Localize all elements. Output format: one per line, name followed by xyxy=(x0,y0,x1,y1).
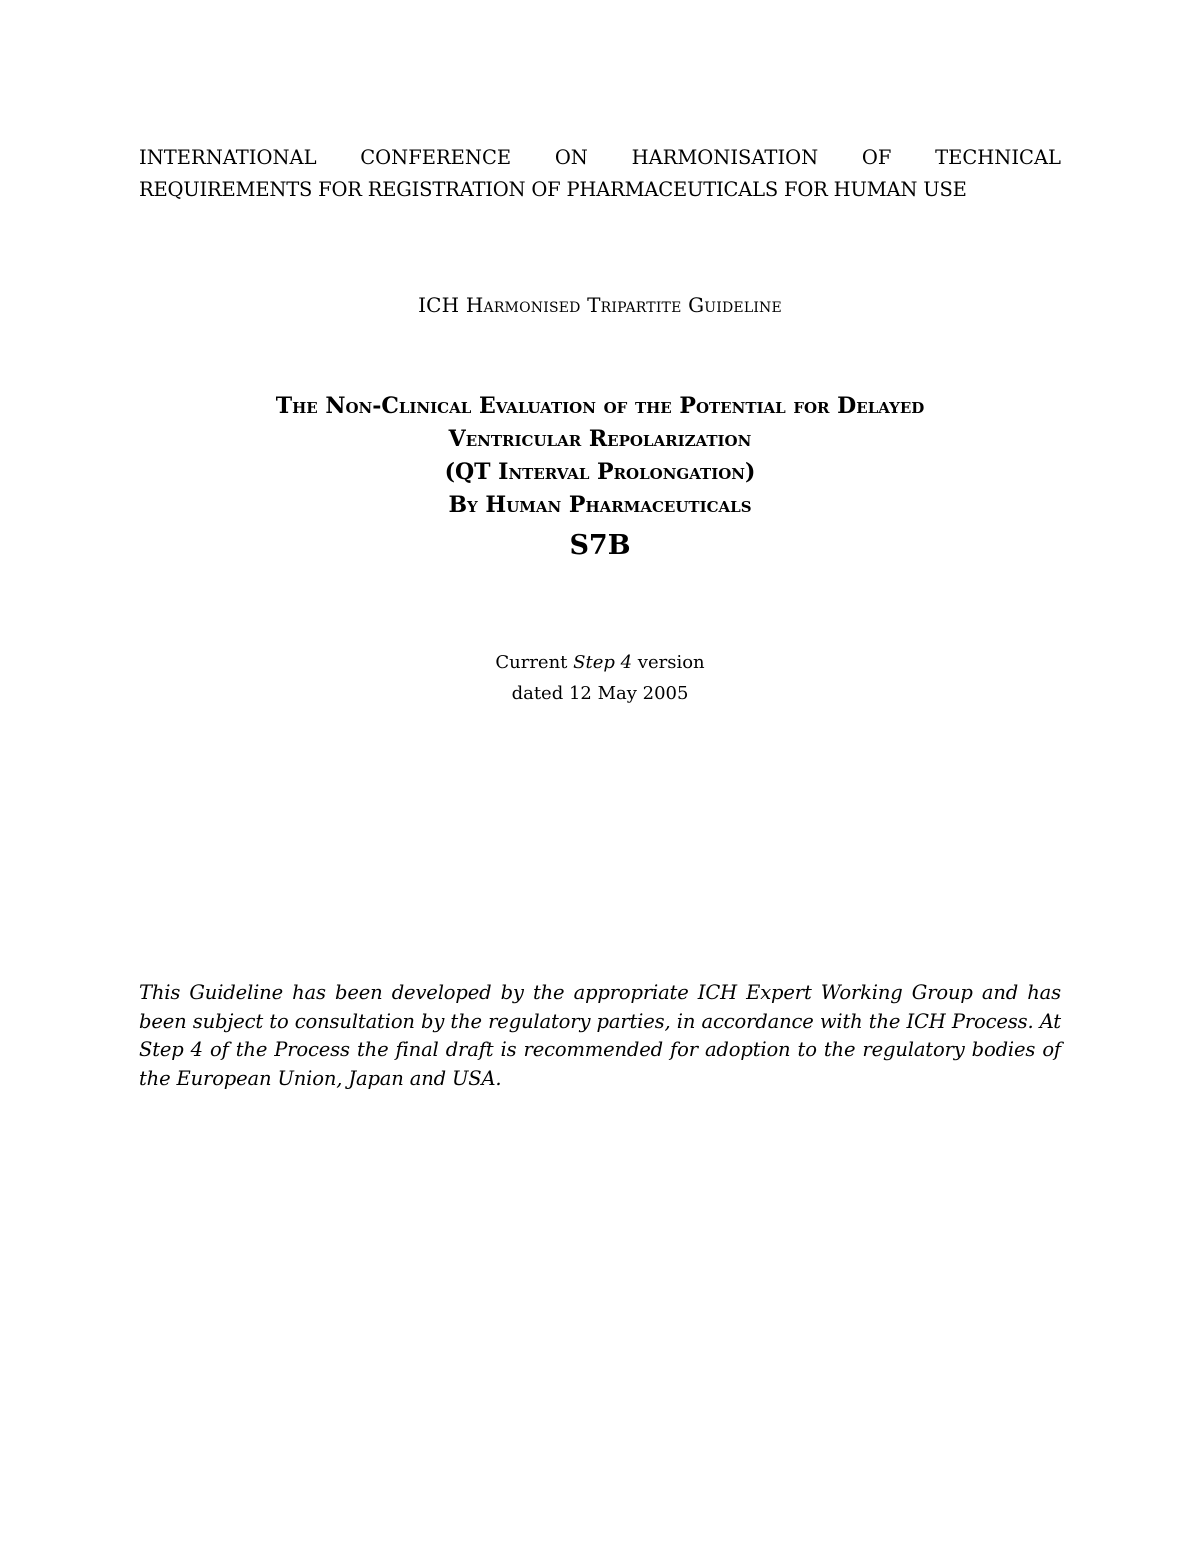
guideline-code: S7B xyxy=(569,530,631,561)
title-line-3: (QT Interval Prolongation) xyxy=(444,459,756,485)
version-prefix: Current xyxy=(495,652,568,673)
version-suffix: version xyxy=(637,652,705,673)
guideline-statement: This Guideline has been developed by the appropriate ICH Expert Working Group and has been subject to consultation by the regulatory parties, in accordance with the ICH Process. At Step 4 of the Process the final draft is recommended for adoption to the regulatory bodies of the European Union, Japan and USA. xyxy=(139,981,1061,1090)
title-line-2: Ventricular Repolarization xyxy=(448,426,752,452)
conference-line-2: REQUIREMENTS FOR REGISTRATION OF PHARMACEUTICALS FOR HUMAN USE xyxy=(139,178,967,201)
version-step: Step 4 xyxy=(573,652,633,673)
document-title xyxy=(0,390,1200,522)
conference-line-1: INTERNATIONAL CONFERENCE ON HARMONISATION OF TECHNICAL xyxy=(139,146,1061,169)
title-line-1: The Non-Clinical Evaluation of the Potential for Delayed xyxy=(275,393,925,419)
title-line-4: By Human Pharmaceuticals xyxy=(448,492,752,518)
version-date: dated 12 May 2005 xyxy=(511,683,689,704)
version-info xyxy=(0,647,1200,709)
conference-header xyxy=(139,142,1061,206)
guideline-type: ICH Harmonised Tripartite Guideline xyxy=(418,293,782,317)
version-line xyxy=(0,647,1200,678)
